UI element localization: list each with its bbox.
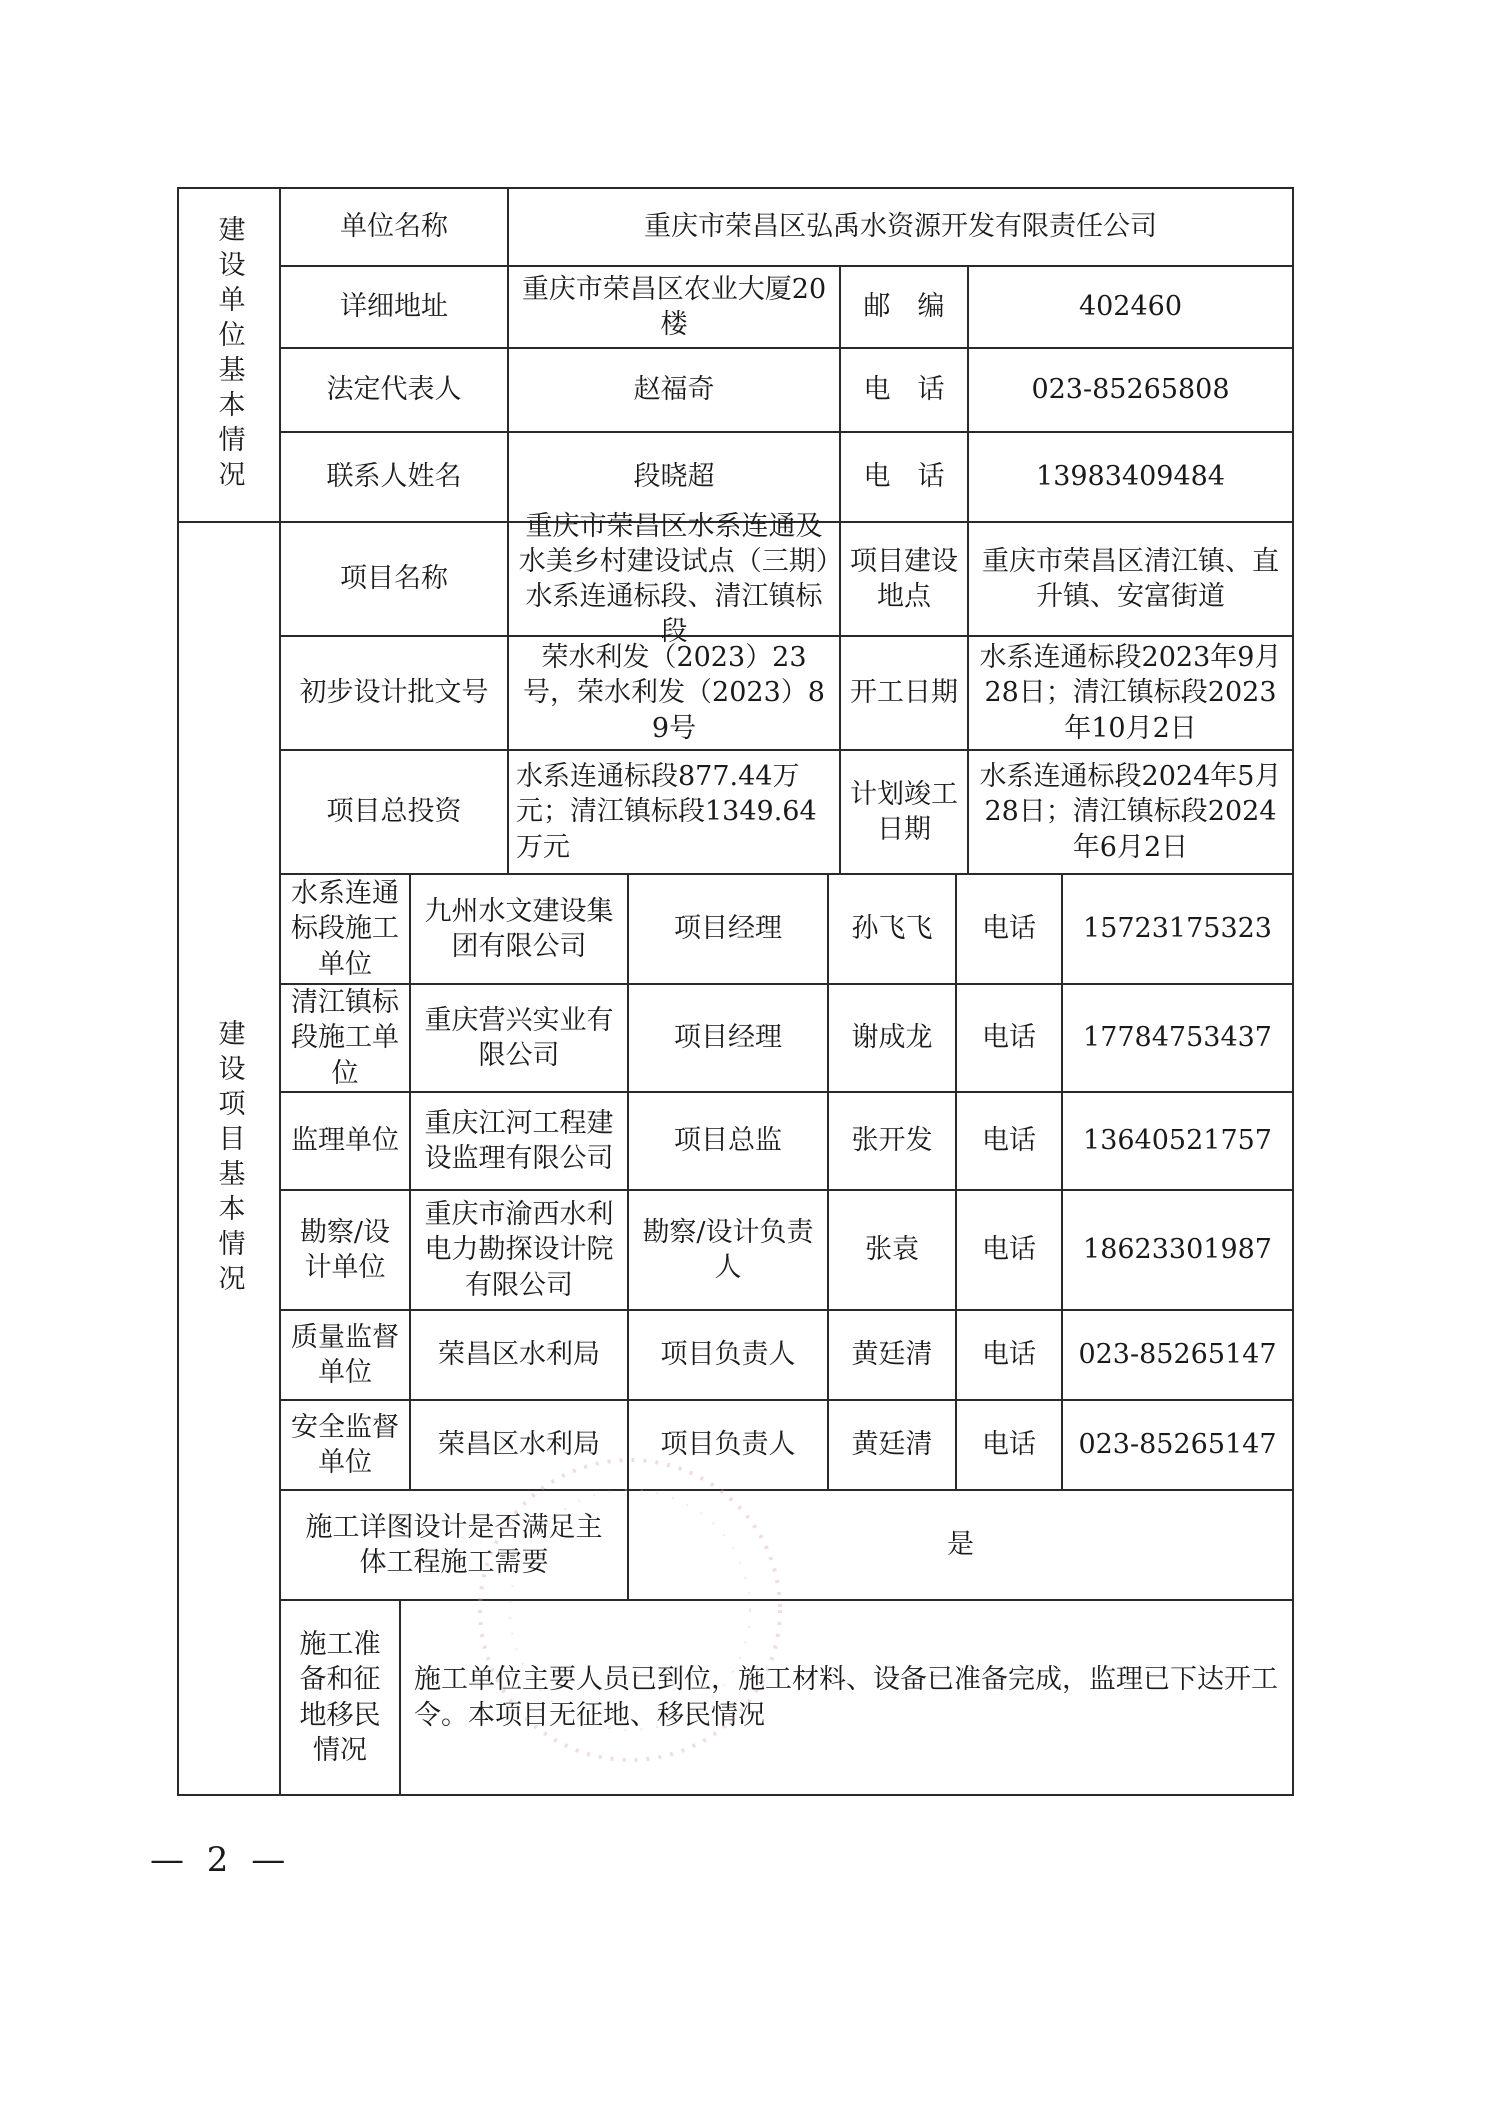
party-org: 重庆市渝西水利电力勘探设计院有限公司 — [424, 1199, 614, 1301]
seal-stamp-icon — [470, 1420, 790, 1800]
party-person: 孙飞飞 — [851, 913, 933, 945]
location-label: 项目建设地点 — [850, 545, 958, 612]
party-role: 水系连通标段施工单位 — [291, 878, 399, 980]
unit-name-label: 单位名称 — [340, 211, 448, 243]
legal-rep-value: 赵福奇 — [633, 374, 715, 406]
unit-section-side-label: 建设单位基本情况 — [213, 215, 245, 495]
party-role: 监理单位 — [291, 1125, 399, 1157]
party-person: 黄廷清 — [851, 1339, 933, 1371]
contact-value: 段晓超 — [633, 461, 715, 493]
party-phone-label: 电话 — [982, 1339, 1036, 1371]
party-phone-label: 电话 — [982, 1022, 1036, 1054]
contact-phone-label: 电 话 — [863, 461, 945, 493]
legal-rep-phone: 023-85265808 — [1031, 374, 1230, 406]
legal-rep-phone-label: 电 话 — [863, 374, 945, 406]
approval-label: 初步设计批文号 — [299, 677, 489, 709]
party-person: 黄廷清 — [851, 1429, 933, 1461]
start-date-value: 水系连通标段2023年9月28日；清江镇标段2023年10月2日 — [979, 642, 1282, 744]
address-label: 详细地址 — [340, 291, 448, 323]
party-phone: 18623301987 — [1083, 1234, 1272, 1266]
prep-label: 施工准备和征地移民情况 — [299, 1629, 381, 1766]
party-person: 张袁 — [865, 1234, 919, 1266]
party-phone-label: 电话 — [982, 1234, 1036, 1266]
approval-value: 荣水利发（2023）23号，荣水利发（2023）89号 — [523, 642, 825, 744]
party-org: 荣昌区水利局 — [438, 1429, 600, 1461]
party-title: 项目总监 — [674, 1125, 782, 1157]
party-phone: 13640521757 — [1083, 1125, 1272, 1157]
postcode-label: 邮 编 — [863, 291, 945, 323]
party-phone: 17784753437 — [1083, 1022, 1272, 1054]
address-value: 重庆市荣昌区农业大厦20楼 — [521, 273, 827, 340]
party-phone-label: 电话 — [982, 913, 1036, 945]
party-phone-label: 电话 — [982, 1125, 1036, 1157]
party-org: 重庆营兴实业有限公司 — [424, 1004, 614, 1071]
party-role: 清江镇标段施工单位 — [291, 987, 399, 1089]
contact-label: 联系人姓名 — [326, 461, 462, 493]
party-title: 项目负责人 — [660, 1429, 796, 1461]
finish-date-value: 水系连通标段2024年5月28日；清江镇标段2024年6月2日 — [979, 761, 1282, 863]
party-phone: 15723175323 — [1083, 913, 1272, 945]
investment-label: 项目总投资 — [326, 796, 462, 828]
page-number: — 2 — — [150, 1840, 292, 1880]
party-org: 荣昌区水利局 — [438, 1339, 600, 1371]
party-role: 质量监督单位 — [291, 1321, 399, 1388]
legal-rep-label: 法定代表人 — [326, 374, 462, 406]
party-person: 谢成龙 — [851, 1022, 933, 1054]
finish-date-label: 计划竣工日期 — [850, 778, 958, 845]
design-label: 施工详图设计是否满足主体工程施工需要 — [305, 1511, 603, 1578]
party-title: 项目经理 — [674, 913, 782, 945]
unit-name-value: 重庆市荣昌区弘禹水资源开发有限责任公司 — [644, 211, 1157, 243]
contact-phone: 13983409484 — [1036, 461, 1225, 493]
party-org: 重庆江河工程建设监理有限公司 — [424, 1107, 614, 1174]
party-phone: 023-85265147 — [1078, 1429, 1277, 1461]
project-name-label: 项目名称 — [340, 563, 448, 595]
postcode-value: 402460 — [1078, 291, 1183, 323]
party-role: 安全监督单位 — [291, 1411, 399, 1478]
start-date-label: 开工日期 — [850, 677, 958, 709]
design-value: 是 — [947, 1529, 974, 1561]
party-title: 项目经理 — [674, 1022, 782, 1054]
party-phone: 023-85265147 — [1078, 1339, 1277, 1371]
party-role: 勘察/设计单位 — [299, 1216, 391, 1283]
party-org: 九州水文建设集团有限公司 — [424, 895, 614, 962]
project-name-value: 重庆市荣昌区水系连通及水美乡村建设试点（三期）水系连通标段、清江镇标段 — [518, 510, 830, 648]
location-value: 重庆市荣昌区清江镇、直升镇、安富街道 — [982, 545, 1279, 612]
party-title: 项目负责人 — [660, 1339, 796, 1371]
project-section-side-label: 建设项目基本情况 — [213, 1018, 245, 1299]
party-person: 张开发 — [851, 1125, 933, 1157]
prep-value: 施工单位主要人员已到位，施工材料、设备已准备完成，监理已下达开工令。本项目无征地、移民情况 — [414, 1664, 1278, 1731]
party-title: 勘察/设计负责人 — [642, 1216, 814, 1283]
investment-value: 水系连通标段877.44万元；清江镇标段1349.64万元 — [516, 761, 817, 863]
party-phone-label: 电话 — [982, 1429, 1036, 1461]
